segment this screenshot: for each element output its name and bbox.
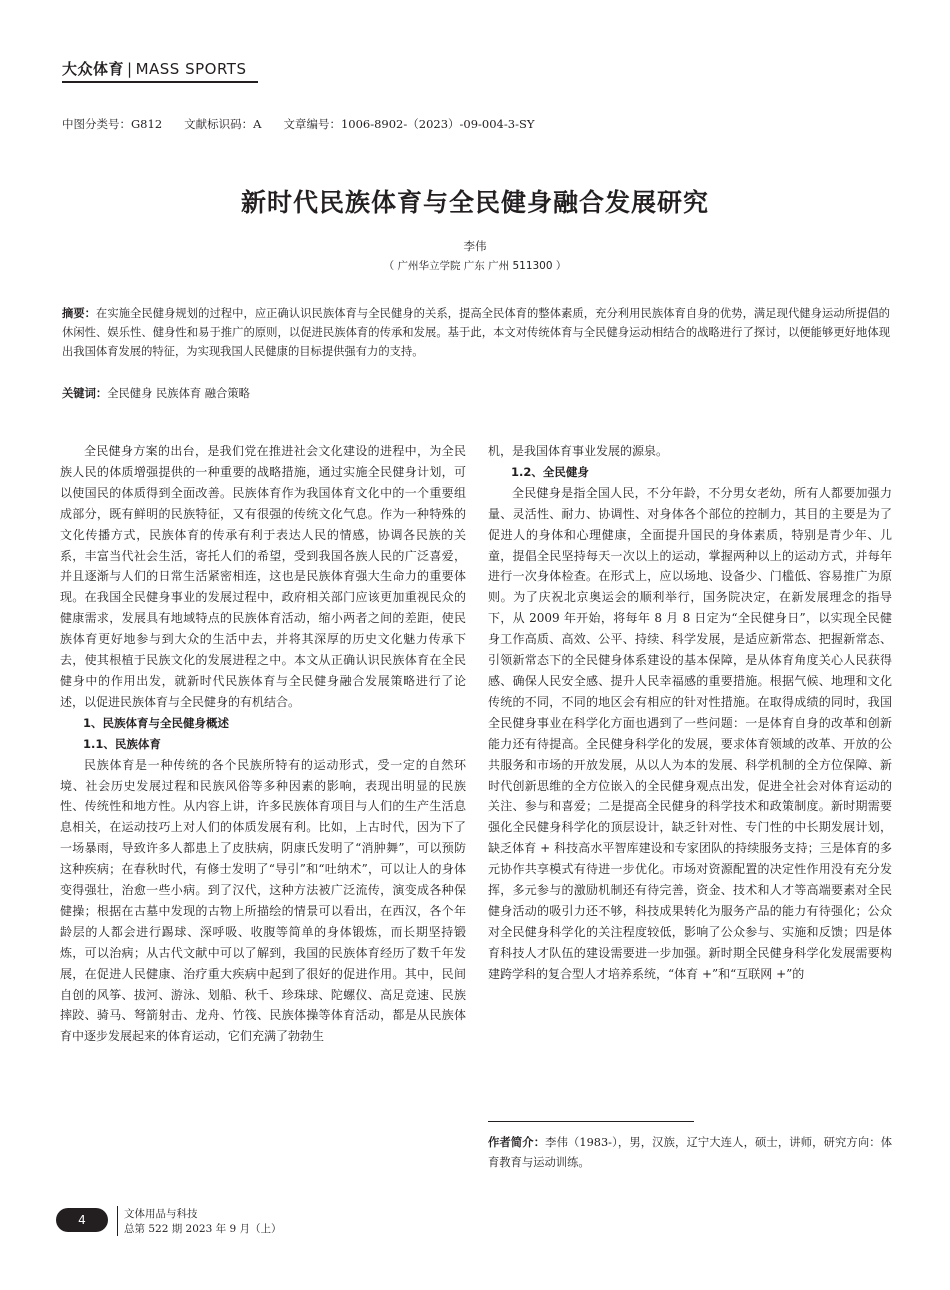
section-heading-1-2: 1.2、全民健身 <box>511 464 589 479</box>
body-column-left <box>60 441 466 1047</box>
footer-divider <box>117 1206 118 1236</box>
doc-code-value: A <box>253 117 262 131</box>
section-header-cn: 大众体育 <box>62 60 125 78</box>
paragraph-1-2: 全民健身是指全国人民，不分年龄，不分男女老幼，所有人都要加强力量、灵活性、耐力、协调性、对身体各个部位的控制力，其目的主要是为了促进人的身体和心理健康，全面提升国民的身体素质，特别是青少年、儿童，提倡全民坚持每天一次以上的运动，掌握两种以上的运动方式，并每年进行一次身体检查。在形式上，应以场地、设备少、门槛低、容易推广为原则。为了庆祝北京奥运会的顺利举行，国务院决定，在新发展理念的指导下，从 2009 年开始，将每年 8 月 8 日定为“全民健身日”，以实现全民健身工作高质、高效、公平、持续、科学发展，是适应新常态、把握新常态、引领新常态下的全民健身体系建设的基本保障，是从体育角度关心人民获得感、确保人民安全感、提升人民幸福感的重要措施。根据气候、地理和文化传统的不同，不同的地区会有相应的针对性措施。在取得成绩的同时，我国全民健身事业在科学化方面也遇到了一些问题：一是体育自身的改革和创新能力还有待提高。全民健身科学化的发展，要求体育领域的改革、开放的公共服务和市场的开放发展，从以人为本的发展、科学机制的全方位保障、新时代创新思维的全方位嵌入的全民健身观点出发，促进全社会对体育运动的关注、参与和喜爱；二是提高全民健身的科学技术和政策制度。新时期需要强化全民健身科学化的顶层设计，缺乏针对性、专门性的中长期发展计划，缺乏体育 + 科技高水平智库建设和专家团队的持续服务支持；三是体育的多元协作共享模式有待进一步优化。市场对资源配置的决定性作用没有充分发挥，多元参与的激励机制还有待完善，资金、技术和人才等高端要素对全民健身活动的吸引力还不够，科技成果转化为服务产品的能力有待强化；公众对全民健身科学化的关注程度较低，影响了公众参与、实施和反馈；四是体育科技人才队伍的建设需要进一步加强。新时期全民健身科学化发展需要构建跨学科的复合型人才培养系统，“体育 +”和“互联网 +”的 <box>488 485 892 981</box>
keywords-text: 全民健身 民族体育 融合策略 <box>107 387 250 400</box>
article-number-value: 1006-8902-（2023）-09-004-3-SY <box>340 117 535 131</box>
author-footnote <box>488 1133 892 1173</box>
article-meta <box>62 116 534 132</box>
intro-paragraph: 全民健身方案的出台，是我们党在推进社会文化建设的进程中，为全民族人民的体质增强提供的一种重要的战略措施，通过实施全民健身计划，可以使国民的体质得到全面改善。民族体育作为我国体育文化中的一个重要组成部分，既有鲜明的民族特征，又有很强的传统文化气息。作为一种特殊的文化传播方式，民族体育的传承有利于表达人民的情感，协调各民族的关系，丰富当代社会生活，寄托人们的希望，受到我国各族人民的广泛喜爱，并且逐渐与人们的日常生活紧密相连，这也是民族体育强大生命力的重要体现。在我国全民健身事业的发展过程中，政府相关部门应该更加重视民众的健康需求，发展具有地域特点的民族体育活动，缩小两者之间的差距，使民族体育更好地参与到大众的生活中去，并将其深厚的历史文化魅力传承下去，使其根植于民族文化的发展进程之中。本文从正确认识民族体育在全民健身中的作用出发，就新时代民族体育与全民健身融合发展策略进行了论述，以促进民族体育与全民健身的有机结合。 <box>60 444 466 709</box>
section-header-en: MASS SPORTS <box>135 60 247 78</box>
keywords-label: 关键词： <box>62 387 108 400</box>
clc-value: G812 <box>131 117 163 131</box>
paragraph-1-1: 民族体育是一种传统的各个民族所特有的运动形式，受一定的自然环境、社会历史发展过程和民族风俗等多种因素的影响，表现出明显的民族性、传统性和地方性。从内容上讲，许多民族体育项目与人们的生产生活息息相关，在运动技巧上对人们的体质发展有利。比如，上古时代，因为下了一场暴雨，导致许多人都患上了皮肤病，阴康氏发明了“消肿舞”，可以预防这种疾病；在春秋时代，有修士发明了“导引”和“吐纳术”，可以让人的身体变得强壮，治愈一些小病。到了汉代，这种方法被广泛流传，演变成各种保健操；根据在古墓中发现的古物上所描绘的情景可以看出，在西汉，各个年龄层的人都会进行踢球、深呼吸、收腹等简单的身体锻炼，而长期坚持锻炼，可以治病；从古代文献中可以了解到，我国的民族体育经历了数千年发展，在促进人民健康、治疗重大疾病中起到了很好的促进作用。其中，民间自创的风筝、拔河、游泳、划船、秋千、珍珠球、陀螺仪、高足竞速、民族摔跤、骑马、弩箭射击、龙舟、竹筏、民族体操等体育活动，都是从民族体育中逐步发展起来的体育运动，它们充满了勃勃生 <box>60 757 466 1044</box>
footnote-text: 李伟（1983-），男，汉族，辽宁大连人，硕士，讲师，研究方向：体育教育与运动训练。 <box>488 1136 892 1169</box>
journal-name: 文体用品与科技 <box>124 1208 198 1220</box>
section-heading-1-1: 1.1、民族体育 <box>83 736 161 751</box>
abstract-text: 在实施全民健身规划的过程中，应正确认识民族体育与全民健身的关系，提高全民体育的整体素质，充分利用民族体育自身的优势，满足现代健身运动所提倡的休闲性、娱乐性、健身性和易于推广的原则，以促进民族体育的传承和发展。基于此，本文对传统体育与全民健身运动相结合的战略进行了探讨，以便能够更好地体现出我国体育发展的特征，为实现我国人民健康的目标提供强有力的支持。 <box>62 307 890 358</box>
header-rule <box>62 81 258 83</box>
clc-label: 中图分类号： <box>62 117 131 131</box>
body-column-right <box>488 441 892 985</box>
abstract <box>62 304 890 361</box>
journal-issue: 总第 522 期 2023 年 9 月（上） <box>124 1223 282 1235</box>
article-number-label: 文章编号： <box>283 117 341 131</box>
author-affiliation: （ 广州华立学院 广东 广州 511300 ） <box>383 260 567 272</box>
author-name: 李伟 <box>463 239 487 253</box>
paper-title: 新时代民族体育与全民健身融合发展研究 <box>240 188 709 217</box>
keywords <box>62 385 250 401</box>
footnote-label: 作者简介： <box>488 1136 546 1149</box>
section-header <box>62 58 246 79</box>
abstract-label: 摘要： <box>62 307 97 320</box>
paragraph-1-1-continued: 机，是我国体育事业发展的源泉。 <box>488 444 669 458</box>
doc-code-label: 文献标识码： <box>184 117 254 131</box>
section-heading-1: 1、民族体育与全民健身概述 <box>83 715 230 730</box>
section-header-divider: | <box>127 60 133 78</box>
page-number: 4 <box>56 1208 108 1232</box>
footnote-rule <box>488 1121 694 1122</box>
